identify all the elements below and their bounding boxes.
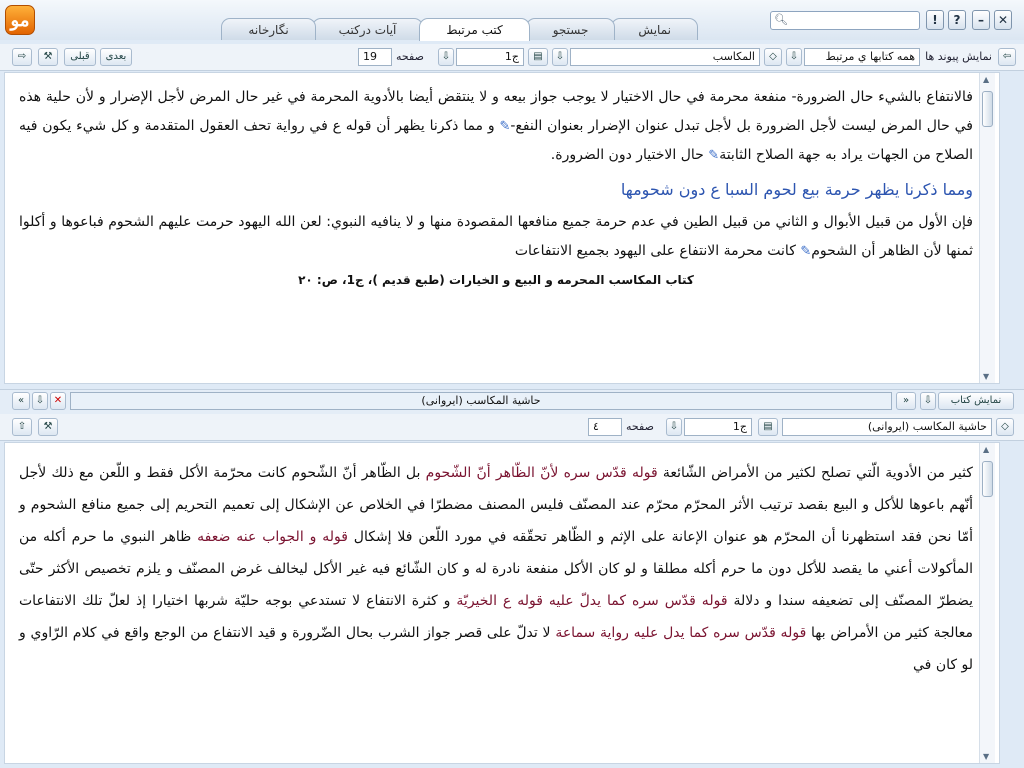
books-filter-chevron-down-icon[interactable]: ⇩ — [786, 48, 802, 66]
show-book-button[interactable]: نمايش كتاب — [938, 392, 1014, 410]
main-tabs — [225, 18, 698, 40]
lower-scrollbar[interactable] — [979, 443, 995, 763]
lower-book-title: حاشية المكاسب (ايروانى) — [70, 392, 892, 410]
note-pen-icon[interactable]: ✎ — [708, 148, 720, 163]
lower-scroll-thumb[interactable] — [982, 461, 993, 497]
forward-arrow-icon[interactable]: ⇨ — [12, 48, 32, 66]
lower-text-span: بل الظّاهر أنّ الشّحوم كانت محرّمة الأكل فقط و اللّعن مع ذلك لأجل أنّهم باعوها للأكل و البيع بقصد ترتيب الأثر المحرّم محرّم عند المصنّف فليس المصنف مضطرّا في الخلاص عن الإشكال إلى تعميم التحريم إلى جميع منافع الشحوم و أمّا نحن فقد استظهرنا أن المحرّم هو عنوان الإعانة على الإثم و الظّاهر تحقّقه في مورد اللّعن فلا إشكال — [19, 465, 973, 545]
lower-text-pane — [4, 442, 1000, 764]
tag-icon[interactable]: ◇ — [996, 418, 1014, 436]
books-icon[interactable]: ▤ — [758, 418, 778, 436]
upper-text-pane — [4, 72, 1000, 384]
lower-page-number-input[interactable]: ٤ — [588, 418, 622, 436]
volume-chevron-down-icon[interactable]: ⇩ — [438, 48, 454, 66]
book-reference: كتاب المكاسب المحرمه و البيع و الخيارات (طبع قديم )، ج1، ص: ٢٠ — [298, 273, 694, 287]
tab-gallery[interactable]: نگارخانه — [221, 18, 315, 40]
close-button[interactable]: ✕ — [994, 10, 1012, 30]
info-button[interactable]: ! — [926, 10, 944, 30]
wrench-icon[interactable]: ⚒ — [38, 418, 58, 436]
books-icon[interactable]: ▤ — [528, 48, 548, 66]
search-input[interactable] — [770, 11, 920, 30]
scroll-down-icon[interactable]: ▼ — [983, 752, 990, 761]
upper-text-span: فالانتفاع بالشيء حال الضرورة- منفعة محرمة في حال الاختيار لا يوجب جواز بيعه و لا ينتقض أيضا بالأدوية المحرمة في غير حال المرض لأجل الإضرار و لأن حلية هذه في حال المرض ليست لأجل الضرورة بل لأجل تبدل عنوان الإضرار بعنوان النفع- — [19, 89, 973, 134]
book-name-chevron-down-icon[interactable]: ⇩ — [552, 48, 568, 66]
page-number-input[interactable]: 19 — [358, 48, 392, 66]
tab-related-books[interactable]: كتب مرتبط — [419, 18, 529, 41]
app-logo[interactable]: ﻣﻮ — [5, 5, 35, 35]
previous-button[interactable]: قبلی — [64, 48, 96, 66]
up-arrow-icon[interactable]: ⇧ — [12, 418, 32, 436]
next-button[interactable]: بعدی — [100, 48, 132, 66]
help-button[interactable]: ? — [948, 10, 966, 30]
lower-text-span: لا تدلّ على قصر جواز الشرب بحال الضّرورة و قيد الانتفاع من الوجع واقع في كلام الرّاوي و لو كان في — [19, 625, 973, 673]
lower-book-name-select[interactable]: حاشية المكاسب (ايروانى) — [782, 418, 992, 436]
upper-scroll-thumb[interactable] — [982, 91, 993, 127]
show-links-label: نمايش پيوند ها — [925, 50, 992, 63]
lower-text-span: ظاهر النبوي ما حرم أكله من المأكولات أعني ما يقصد للأكل دون ما حرم أكله مطلقا و لو كان الأكل منفعة نادرة له و كان الشّائع فيه غير الأكل ليخالف غرض المصنّف و يلزم تخصيص الأكثر حتّى يضطرّ المصنّف إلى تضعيفه سندا و دلالة — [19, 529, 973, 609]
collapse-double-chevron-icon[interactable]: « — [12, 392, 30, 410]
note-pen-icon[interactable]: ✎ — [800, 244, 812, 259]
upper-paragraph-2 — [19, 208, 973, 266]
lower-book-bar — [0, 389, 1024, 415]
quoted-phrase: قوله قدّس سره كما يدل عليه رواية سماعة — [555, 625, 807, 641]
upper-toolbar — [0, 44, 1024, 71]
title-bar — [0, 0, 1024, 40]
quoted-phrase: قوله قدّس سره لأنّ الظّاهر أنّ الشّحوم — [425, 465, 658, 481]
tab-search[interactable]: جستجو — [526, 18, 616, 40]
bar-chevron-down-icon[interactable]: ⇩ — [32, 392, 48, 410]
search-icon[interactable]: 🔍︎ — [774, 13, 788, 26]
tag-icon[interactable]: ◇ — [764, 48, 782, 66]
lower-text-span: كثير من الأدوية الّتي تصلح لكثير من الأمراض الشّائعة — [657, 465, 973, 481]
scroll-up-icon[interactable]: ▲ — [983, 445, 990, 454]
upper-text-span: حال الاختيار دون الضرورة. — [550, 147, 709, 163]
upper-text-span: كانت محرمة الانتفاع على اليهود بجميع الانتفاعات — [514, 243, 801, 259]
scroll-down-icon[interactable]: ▼ — [983, 372, 990, 381]
expand-double-chevron-icon[interactable]: » — [896, 392, 916, 410]
upper-scrollbar[interactable] — [979, 73, 995, 383]
close-book-icon[interactable]: ✕ — [50, 392, 66, 410]
lower-paragraph — [19, 457, 973, 681]
lower-page-label: صفحه — [626, 420, 654, 433]
scroll-up-icon[interactable]: ▲ — [983, 75, 990, 84]
upper-text-span: و مما ذكرنا يظهر أن قوله ع في رواية تحف العقول المتقدمة و كل شيء يكون فيه الصلاح من الجهات يراد به جهة الصلاح الثابتة — [19, 118, 973, 163]
books-filter-select[interactable]: همه كتابها ي مرتبط — [804, 48, 920, 66]
lower-toolbar — [0, 414, 1024, 441]
lower-volume-chevron-down-icon[interactable]: ⇩ — [666, 418, 682, 436]
note-pen-icon[interactable]: ✎ — [499, 119, 511, 134]
upper-text-content — [5, 73, 999, 295]
section-heading: ومما ذكرنا يظهر حرمة بيع لحوم السبا ع دون شحومها — [620, 180, 973, 199]
lower-volume-select[interactable]: ج1 — [684, 418, 752, 436]
volume-select[interactable]: ج1 — [456, 48, 524, 66]
wrench-icon[interactable]: ⚒ — [38, 48, 58, 66]
book-name-select[interactable]: المكاسب — [570, 48, 760, 66]
upper-text-span: فإن الأول من قبيل الأبوال و الثاني من قبيل الطين في عدم حرمة جميع منافعها المقصودة منها و لا ينافيه النبوي: لعن الله اليهود حرمت عليهم الشحوم فباعوها و أكلوا ثمنها لأن الظاهر أن الشحوم — [19, 214, 973, 259]
tab-display[interactable]: نمايش — [611, 18, 698, 40]
lower-text-content — [5, 443, 999, 681]
lower-text-span: و كثرة الانتفاع لا تستدعي بوجه حليّة شربها اختيارا إذ لعلّ تلك الانتفاعات معالجة كثير من الأمراض بها — [19, 593, 973, 641]
minimize-button[interactable]: – — [972, 10, 990, 30]
back-arrow-icon[interactable]: ⇦ — [998, 48, 1016, 66]
quoted-phrase: قوله و الجواب عنه ضعفه — [197, 529, 348, 545]
upper-paragraph-1 — [19, 83, 973, 170]
tab-verses-in-books[interactable]: آيات دركتب — [312, 18, 424, 40]
quoted-phrase: قوله قدّس سره كما يدلّ عليه قوله ع الخيريّة — [456, 593, 728, 609]
book-chevron-down-icon[interactable]: ⇩ — [920, 392, 936, 410]
page-label: صفحه — [396, 50, 424, 63]
